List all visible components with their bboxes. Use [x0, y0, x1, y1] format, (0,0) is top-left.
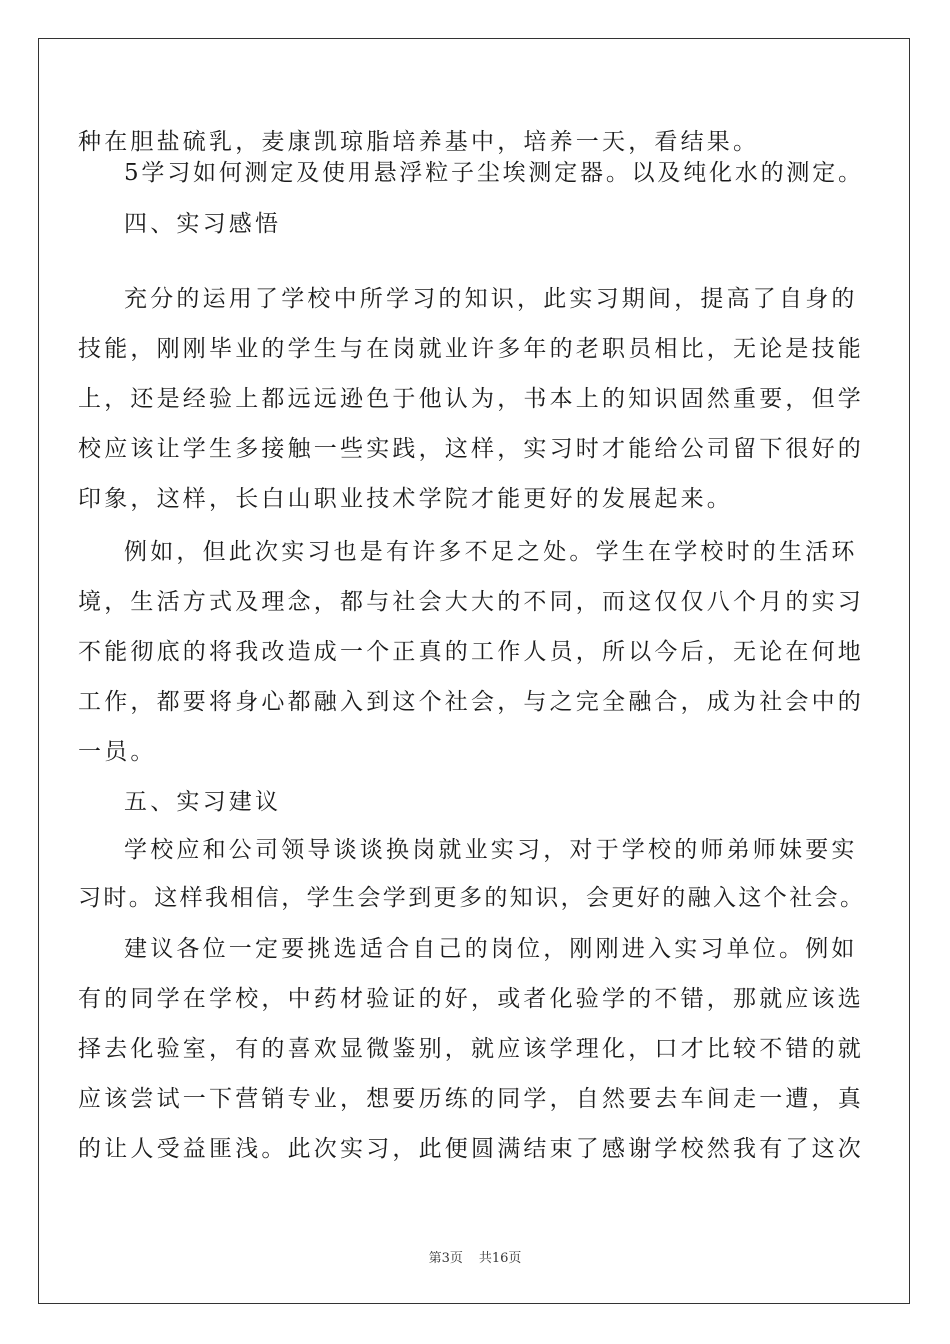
page-footer [0, 1247, 950, 1266]
text-line: 充分的运用了学校中所学习的知识，此实习期间，提高了自身的 [124, 286, 858, 312]
text-line: 技能，刚刚毕业的学生与在岗就业许多年的老职员相比，无论是技能 [78, 336, 864, 362]
text-line: 习时。这样我相信，学生会学到更多的知识，会更好的融入这个社会。 [78, 885, 866, 911]
text-line: 5学习如何测定及使用悬浮粒子尘埃测定器。以及纯化水的测定。 [124, 160, 864, 186]
section-heading: 四、实习感悟 [124, 211, 282, 237]
text-line: 择去化验室，有的喜欢显微鉴别，就应该学理化，口才比较不错的就 [78, 1036, 864, 1062]
text-line: 印象，这样，长白山职业技术学院才能更好的发展起来。 [78, 486, 733, 512]
text-line: 工作，都要将身心都融入到这个社会，与之完全融合，成为社会中的 [78, 689, 864, 715]
text-line: 种在胆盐硫乳，麦康凯琼脂培养基中，培养一天，看结果。 [78, 129, 760, 155]
section-heading: 五、实习建议 [124, 789, 282, 815]
text-line: 的让人受益匪浅。此次实习，此便圆满结束了感谢学校然我有了这次 [78, 1136, 864, 1162]
text-line: 有的同学在学校，中药材验证的好，或者化验学的不错，那就应该选 [78, 986, 864, 1012]
text-line: 学校应和公司领导谈谈换岗就业实习，对于学校的师弟师妹要实 [124, 837, 858, 863]
text-line: 建议各位一定要挑选适合自己的岗位，刚刚进入实习单位。例如 [124, 936, 858, 962]
text-line: 一员。 [78, 739, 157, 765]
page-total: 共16页 [478, 1251, 522, 1266]
text-line: 境，生活方式及理念，都与社会大大的不同，而这仅仅八个月的实习 [78, 589, 864, 615]
page-current: 第3页 [428, 1251, 463, 1266]
text-line: 上，还是经验上都远远逊色于他认为，书本上的知识固然重要，但学 [78, 386, 864, 412]
text-line: 校应该让学生多接触一些实践，这样，实习时才能给公司留下很好的 [78, 436, 864, 462]
text-line: 例如，但此次实习也是有许多不足之处。学生在学校时的生活环 [124, 539, 858, 565]
text-line: 应该尝试一下营销专业，想要历练的同学，自然要去车间走一遭，真 [78, 1086, 864, 1112]
text-line: 不能彻底的将我改造成一个正真的工作人员，所以今后，无论在何地 [78, 639, 864, 665]
